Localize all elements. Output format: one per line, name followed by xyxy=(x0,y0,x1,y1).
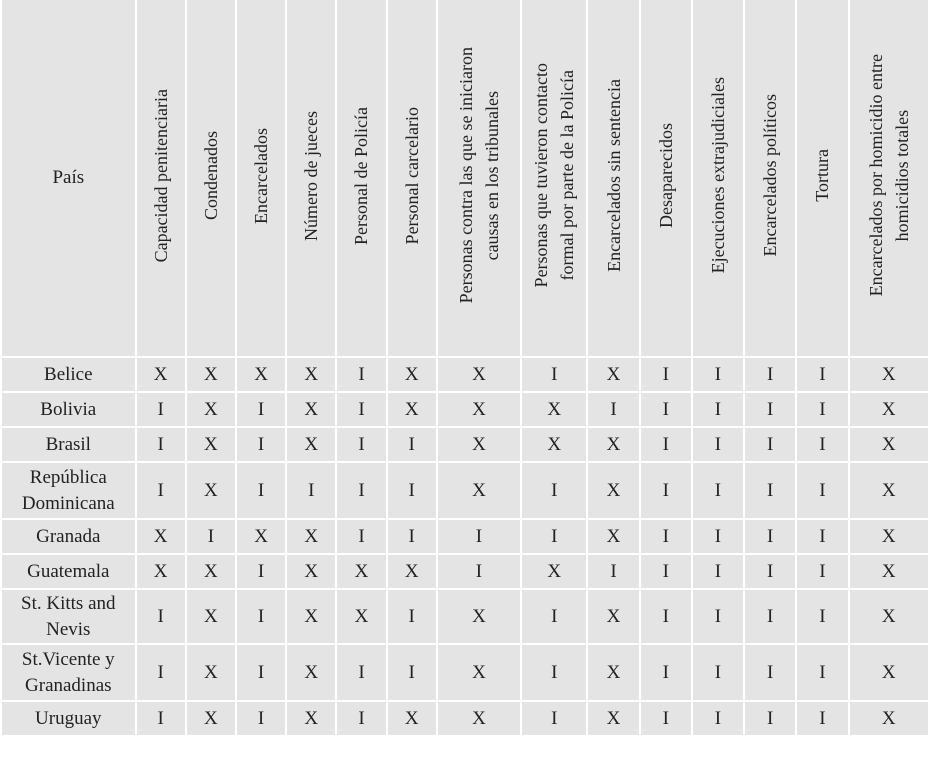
table-row xyxy=(2,554,929,589)
value-cell: X xyxy=(849,644,929,701)
value-cell: I xyxy=(744,701,796,736)
column-header xyxy=(437,0,521,357)
table-row xyxy=(2,462,929,519)
column-header xyxy=(286,0,336,357)
column-header xyxy=(387,0,437,357)
value-cell: X xyxy=(387,357,437,392)
value-cell: I xyxy=(136,701,186,736)
column-header-label: Tortura xyxy=(812,149,833,202)
value-cell: I xyxy=(796,554,848,589)
value-cell: I xyxy=(236,427,286,462)
value-cell: X xyxy=(186,554,236,589)
value-cell: I xyxy=(692,392,744,427)
value-cell: I xyxy=(744,427,796,462)
value-cell: I xyxy=(236,701,286,736)
value-cell: X xyxy=(849,427,929,462)
column-header-label: Condenados xyxy=(200,131,221,220)
value-cell: I xyxy=(136,644,186,701)
value-cell: I xyxy=(692,701,744,736)
value-cell: X xyxy=(286,392,336,427)
value-cell: X xyxy=(521,427,587,462)
table-row xyxy=(2,392,929,427)
value-cell: X xyxy=(521,392,587,427)
value-cell: X xyxy=(587,701,639,736)
value-cell: I xyxy=(796,519,848,554)
country-column-header: País xyxy=(2,0,136,357)
value-cell: X xyxy=(437,427,521,462)
value-cell: I xyxy=(387,462,437,519)
value-cell: I xyxy=(186,519,236,554)
value-cell: X xyxy=(186,357,236,392)
value-cell: X xyxy=(437,392,521,427)
value-cell: I xyxy=(236,462,286,519)
value-cell: X xyxy=(587,357,639,392)
value-cell: I xyxy=(336,701,386,736)
value-cell: I xyxy=(236,589,286,644)
table-row xyxy=(2,701,929,736)
value-cell: X xyxy=(437,589,521,644)
value-cell: X xyxy=(186,427,236,462)
value-cell: I xyxy=(336,519,386,554)
value-cell: I xyxy=(744,589,796,644)
value-cell: I xyxy=(387,427,437,462)
column-header xyxy=(587,0,639,357)
value-cell: X xyxy=(286,701,336,736)
header-row xyxy=(2,0,929,357)
value-cell: I xyxy=(744,357,796,392)
column-header xyxy=(849,0,929,357)
value-cell: I xyxy=(640,589,692,644)
value-cell: I xyxy=(796,701,848,736)
value-cell: I xyxy=(336,357,386,392)
value-cell: X xyxy=(521,554,587,589)
value-cell: X xyxy=(849,701,929,736)
value-cell: I xyxy=(744,462,796,519)
value-cell: X xyxy=(236,357,286,392)
value-cell: X xyxy=(849,357,929,392)
value-cell: I xyxy=(692,554,744,589)
value-cell: I xyxy=(744,644,796,701)
column-header-label: Encarcelados por homicidio entre homicidios totales xyxy=(865,54,912,297)
value-cell: I xyxy=(640,392,692,427)
country-cell: Belice xyxy=(2,357,136,392)
value-cell: X xyxy=(286,427,336,462)
value-cell: I xyxy=(640,701,692,736)
value-cell: X xyxy=(136,357,186,392)
value-cell: I xyxy=(521,589,587,644)
column-header xyxy=(336,0,386,357)
value-cell: X xyxy=(587,462,639,519)
country-cell: Guatemala xyxy=(2,554,136,589)
value-cell: X xyxy=(587,427,639,462)
value-cell: X xyxy=(587,589,639,644)
table-row xyxy=(2,519,929,554)
value-cell: I xyxy=(796,462,848,519)
column-header xyxy=(640,0,692,357)
value-cell: I xyxy=(387,519,437,554)
value-cell: X xyxy=(437,357,521,392)
value-cell: X xyxy=(849,519,929,554)
column-header xyxy=(236,0,286,357)
value-cell: I xyxy=(640,427,692,462)
value-cell: I xyxy=(136,427,186,462)
value-cell: X xyxy=(849,554,929,589)
value-cell: I xyxy=(587,392,639,427)
column-header-label: Encarcelados políticos xyxy=(760,94,781,257)
value-cell: X xyxy=(437,462,521,519)
table-row xyxy=(2,357,929,392)
value-cell: I xyxy=(744,519,796,554)
column-header-label: Número de jueces xyxy=(301,110,322,241)
value-cell: I xyxy=(521,357,587,392)
value-cell: X xyxy=(286,589,336,644)
country-cell: República Dominicana xyxy=(2,462,136,519)
value-cell: I xyxy=(796,392,848,427)
value-cell: I xyxy=(136,589,186,644)
value-cell: X xyxy=(587,519,639,554)
value-cell: I xyxy=(521,519,587,554)
value-cell: I xyxy=(640,462,692,519)
value-cell: I xyxy=(796,644,848,701)
value-cell: I xyxy=(286,462,336,519)
column-header-label: Capacidad penitenciaria xyxy=(150,88,171,263)
country-cell: Uruguay xyxy=(2,701,136,736)
value-cell: I xyxy=(336,644,386,701)
value-cell: I xyxy=(236,554,286,589)
country-cell: Granada xyxy=(2,519,136,554)
value-cell: I xyxy=(692,357,744,392)
column-header xyxy=(796,0,848,357)
value-cell: I xyxy=(336,462,386,519)
value-cell: I xyxy=(336,427,386,462)
value-cell: I xyxy=(136,392,186,427)
value-cell: I xyxy=(796,427,848,462)
value-cell: X xyxy=(286,519,336,554)
value-cell: X xyxy=(849,462,929,519)
value-cell: X xyxy=(186,644,236,701)
country-cell: St. Kitts and Nevis xyxy=(2,589,136,644)
value-cell: X xyxy=(136,554,186,589)
value-cell: I xyxy=(796,357,848,392)
value-cell: I xyxy=(796,589,848,644)
column-header-label: Personas contra las que se iniciaron causas en los tribunales xyxy=(455,47,502,304)
value-cell: X xyxy=(286,554,336,589)
value-cell: I xyxy=(437,519,521,554)
country-cell: Bolivia xyxy=(2,392,136,427)
value-cell: I xyxy=(640,554,692,589)
value-cell: X xyxy=(186,701,236,736)
column-header-label: Ejecuciones extrajudiciales xyxy=(707,77,728,274)
value-cell: X xyxy=(849,392,929,427)
value-cell: I xyxy=(692,519,744,554)
value-cell: I xyxy=(692,644,744,701)
value-cell: X xyxy=(336,589,386,644)
column-header-label: Desaparecidos xyxy=(655,123,676,228)
column-header-label: Personal carcelario xyxy=(401,106,422,245)
value-cell: I xyxy=(744,392,796,427)
column-header xyxy=(692,0,744,357)
column-header-label: Personal de Policía xyxy=(351,106,372,245)
table-body xyxy=(2,357,929,736)
value-cell: I xyxy=(640,357,692,392)
country-cell: St.Vicente y Granadinas xyxy=(2,644,136,701)
table-row xyxy=(2,644,929,701)
value-cell: I xyxy=(521,644,587,701)
column-header xyxy=(186,0,236,357)
value-cell: I xyxy=(521,462,587,519)
value-cell: I xyxy=(692,589,744,644)
value-cell: X xyxy=(387,392,437,427)
value-cell: X xyxy=(387,554,437,589)
value-cell: X xyxy=(186,392,236,427)
value-cell: X xyxy=(336,554,386,589)
value-cell: I xyxy=(692,462,744,519)
value-cell: I xyxy=(437,554,521,589)
column-header-label: Encarcelados xyxy=(251,127,272,224)
column-header xyxy=(136,0,186,357)
value-cell: X xyxy=(437,701,521,736)
value-cell: X xyxy=(286,357,336,392)
value-cell: X xyxy=(236,519,286,554)
value-cell: X xyxy=(587,644,639,701)
value-cell: I xyxy=(336,392,386,427)
country-cell: Brasil xyxy=(2,427,136,462)
value-cell: I xyxy=(640,644,692,701)
column-header-label: Personas que tuvieron contacto formal por parte de la Policía xyxy=(531,63,578,288)
column-header-label: Encarcelados sin sentencia xyxy=(603,79,624,272)
value-cell: X xyxy=(387,701,437,736)
value-cell: I xyxy=(587,554,639,589)
value-cell: I xyxy=(387,644,437,701)
value-cell: X xyxy=(186,462,236,519)
value-cell: I xyxy=(136,462,186,519)
value-cell: I xyxy=(640,519,692,554)
value-cell: I xyxy=(521,701,587,736)
value-cell: I xyxy=(236,644,286,701)
table-row xyxy=(2,589,929,644)
value-cell: I xyxy=(692,427,744,462)
indicators-table xyxy=(2,0,930,737)
value-cell: I xyxy=(744,554,796,589)
value-cell: X xyxy=(849,589,929,644)
table-row xyxy=(2,427,929,462)
value-cell: X xyxy=(186,589,236,644)
value-cell: I xyxy=(387,589,437,644)
value-cell: I xyxy=(236,392,286,427)
value-cell: X xyxy=(136,519,186,554)
column-header xyxy=(744,0,796,357)
column-header xyxy=(521,0,587,357)
value-cell: X xyxy=(437,644,521,701)
value-cell: X xyxy=(286,644,336,701)
